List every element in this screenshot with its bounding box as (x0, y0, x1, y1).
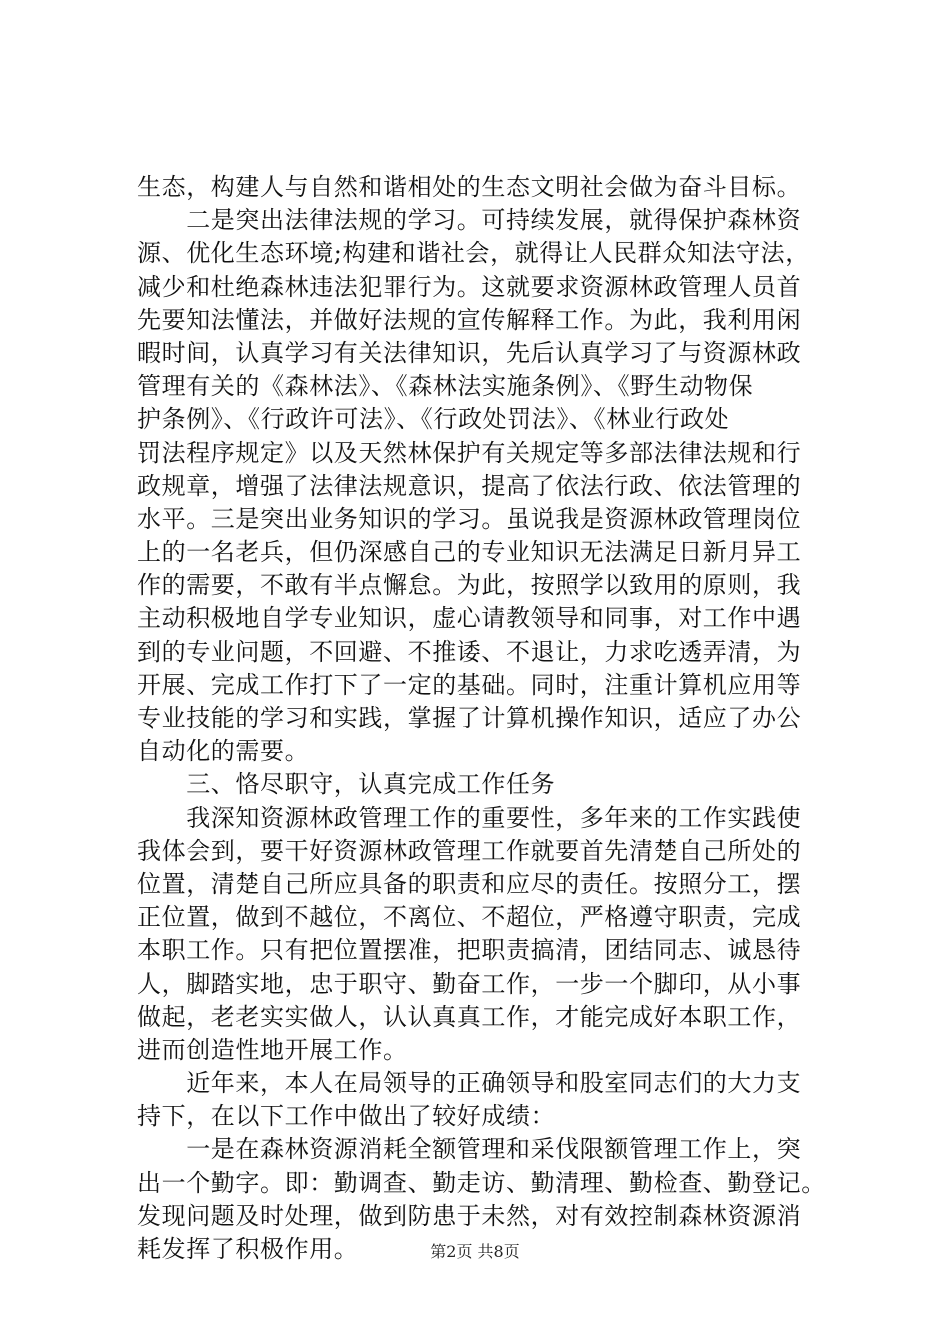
text-line: 自动化的需要。 (137, 737, 310, 766)
text-line: 做起，老老实实做人，认认真真工作，才能完成好本职工作， (137, 1002, 802, 1031)
document-body (137, 171, 833, 1266)
text-line: 本职工作。只有把位置摆准，把职责搞清，团结同志、诚恳待 (137, 936, 802, 965)
text-line: 暇时间，认真学习有关法律知识，先后认真学习了与资源林政 (137, 338, 802, 367)
text-line: 上的一名老兵，但仍深感自己的专业知识无法满足日新月异工 (137, 538, 802, 567)
text-line: 耗发挥了积极作用。 (137, 1235, 359, 1263)
text-line: 作的需要，不敢有半点懈怠。为此，按照学以致用的原则，我 (137, 571, 802, 600)
section-heading: 三、恪尽职守，认真完成工作任务 (137, 770, 556, 799)
text-line: 生态，构建人与自然和谐相处的生态文明社会做为奋斗目标。 (137, 173, 802, 201)
text-line: 水平。三是突出业务知识的学习。虽说我是资源林政管理岗位 (137, 504, 802, 533)
text-line: 减少和杜绝森林违法犯罪行为。这就要求资源林政管理人员首 (137, 272, 802, 301)
text-line: 管理有关的《森林法》、《森林法实施条例》、《野生动物保 (137, 372, 754, 401)
text-line: 一是在森林资源消耗全额管理和采伐限额管理工作上，突 (137, 1135, 802, 1164)
text-line: 先要知法懂法，并做好法规的宣传解释工作。为此，我利用闲 (137, 305, 802, 334)
text-line: 人，脚踏实地，忠于职守、勤奋工作，一步一个脚印，从小事 (137, 969, 802, 998)
text-line: 到的专业问题，不回避、不推诿、不退让，力求吃透弄清，为 (137, 637, 802, 666)
text-line: 进而创造性地开展工作。 (137, 1035, 408, 1064)
text-line: 罚法程序规定》以及天然林保护有关规定等多部法律法规和行 (137, 438, 802, 467)
text-line: 专业技能的学习和实践，掌握了计算机操作知识，适应了办公 (137, 704, 802, 732)
page-number-footer: 第2页 共8页 (430, 1242, 520, 1261)
text-line: 护条例》、《行政许可法》、《行政处罚法》、《林业行政处 (137, 405, 730, 434)
text-line: 主动积极地自学专业知识，虚心请教领导和同事，对工作中遇 (137, 604, 802, 633)
text-line: 持下，在以下工作中做出了较好成绩： (137, 1102, 556, 1131)
text-line: 二是突出法律法规的学习。可持续发展，就得保护森林资 (137, 206, 802, 235)
text-line: 位置，清楚自己所应具备的职责和应尽的责任。按照分工，摆 (137, 869, 802, 898)
text-line: 正位置，做到不越位，不离位、不超位，严格遵守职责，完成 (137, 903, 802, 932)
text-line: 政规章，增强了法律法规意识，提高了依法行政、依法管理的 (137, 471, 802, 500)
text-line: 发现问题及时处理，做到防患于未然，对有效控制森林资源消 (137, 1201, 802, 1230)
text-line: 我体会到，要干好资源林政管理工作就要首先清楚自己所处的 (137, 836, 802, 865)
text-line: 开展、完成工作打下了一定的基础。同时，注重计算机应用等 (137, 670, 802, 699)
text-line: 近年来，本人在局领导的正确领导和股室同志们的大力支 (137, 1069, 802, 1098)
text-line: 我深知资源林政管理工作的重要性，多年来的工作实践使 (137, 803, 802, 832)
text-line: 源、优化生态环境;构建和谐社会，就得让人民群众知法守法， (137, 239, 810, 268)
text-line: 出一个勤字。即：勤调查、勤走访、勤清理、勤检查、勤登记。 (137, 1168, 826, 1197)
